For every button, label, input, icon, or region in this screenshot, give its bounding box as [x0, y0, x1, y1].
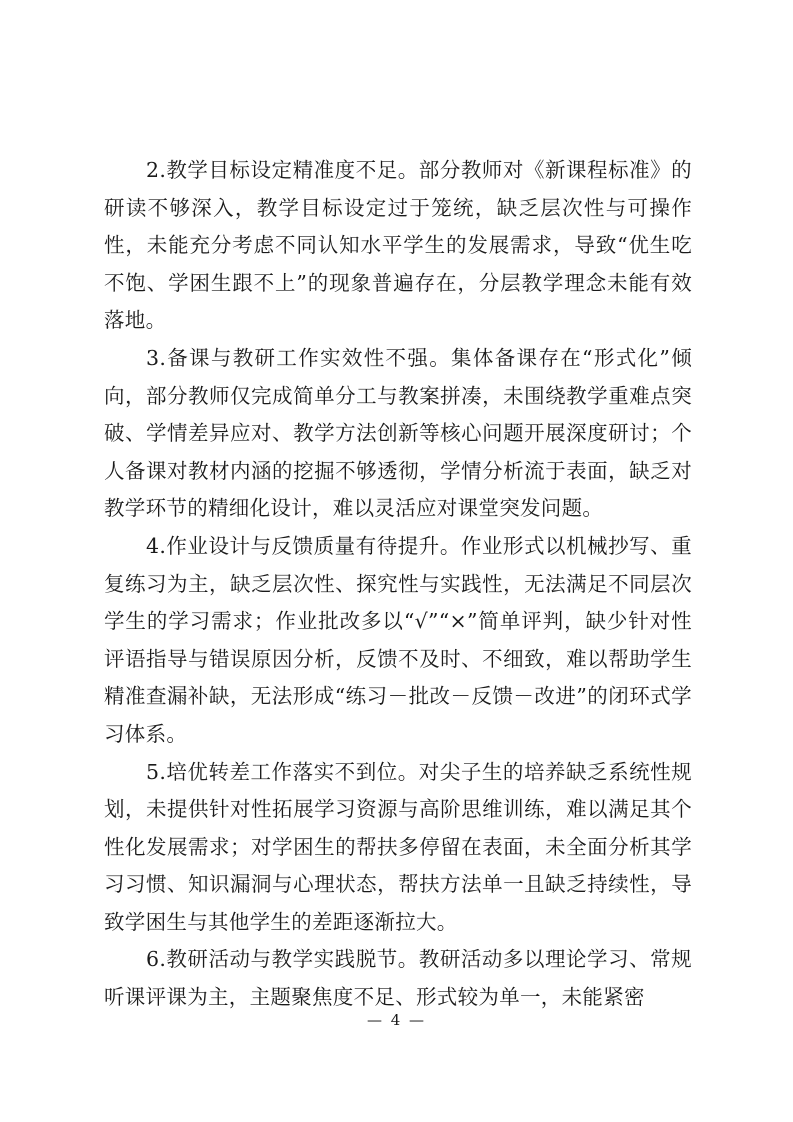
paragraph-student-support: 5.培优转差工作落实不到位。对尖子生的培养缺乏系统性规划，未提供针对性拓展学习资源与高阶思维训练，难以满足其个性化发展需求；对学困生的帮扶多停留在表面，未全面分析其学习习惯、知识漏洞与心理状态，帮扶方法单一且缺乏持续性，导致学困生与其他学生的差距逐渐拉大。	[104, 759, 692, 934]
paragraph-research-practice: 6.教研活动与教学实践脱节。教研活动多以理论学习、常规听课评课为主，主题聚焦度不足、形式较为单一，未能紧密	[104, 947, 692, 1010]
document-body	[104, 152, 692, 1017]
page-number: — 4 —	[366, 1011, 427, 1029]
paragraph-lesson-preparation: 3.备课与教研工作实效性不强。集体备课存在“形式化”倾向，部分教师仅完成简单分工与教案拼凑，未围绕教学重难点突破、学情差异应对、教学方法创新等核心问题开展深度研讨；个人备课对教材内涵的挖掘不够透彻，学情分析流于表面，缺乏对教学环节的精细化设计，难以灵活应对课堂突发问题。	[104, 345, 692, 521]
paragraph-teaching-goals: 2.教学目标设定精准度不足。部分教师对《新课程标准》的研读不够深入，教学目标设定过于笼统，缺乏层次性与可操作性，未能充分考虑不同认知水平学生的发展需求，导致“优生吃不饱、学困生跟不上”的现象普遍存在，分层教学理念未能有效落地。	[104, 158, 692, 333]
paragraph-homework-feedback: 4.作业设计与反馈质量有待提升。作业形式以机械抄写、重复练习为主，缺乏层次性、探究性与实践性，无法满足不同层次学生的学习需求；作业批改多以“√”“×”简单评判，缺少针对性评语指导与错误原因分析，反馈不及时、不细致，难以帮助学生精准查漏补缺，无法形成“练习－批改－反馈－改进”的闭环式学习体系。	[104, 533, 692, 746]
